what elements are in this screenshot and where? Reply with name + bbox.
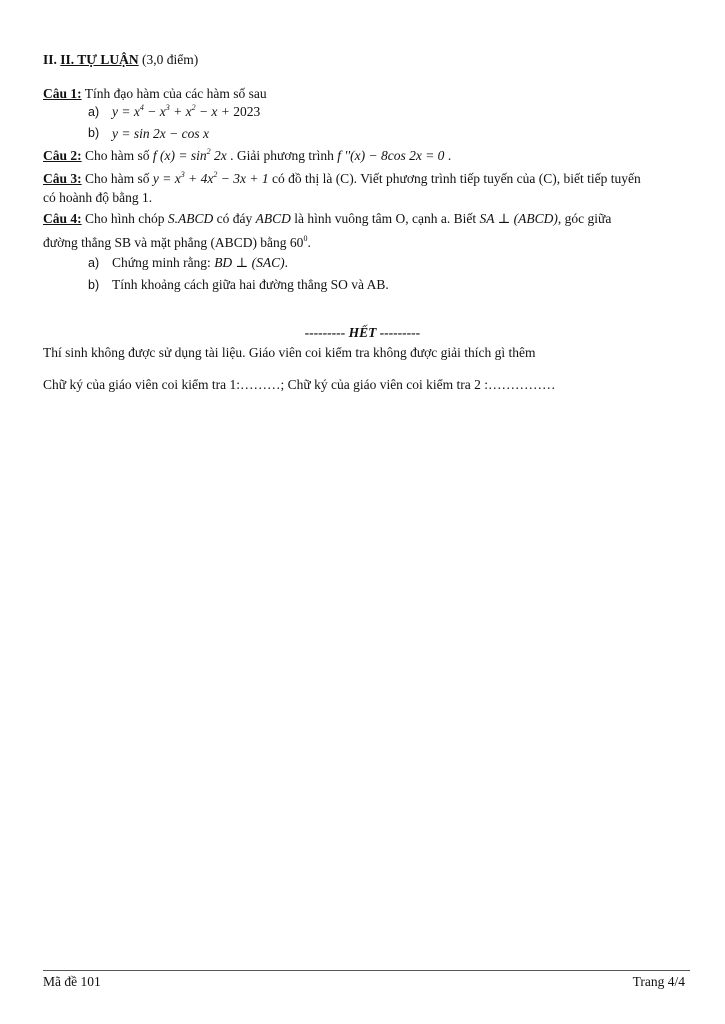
signature-line: Chữ ký của giáo viên coi kiểm tra 1:………; Chữ ký của giáo viên coi kiểm tra 2 :…………… <box>43 377 556 392</box>
q3-label: Câu 3: <box>43 171 82 186</box>
q4-line2-end: . <box>307 235 311 250</box>
q1-b-label: b) <box>88 126 100 140</box>
q4-b-label: b) <box>88 278 100 292</box>
q4-a-text: Chứng minh rằng: <box>112 255 215 270</box>
q4-text3: là hình vuông tâm O, cạnh a. Biết <box>290 211 480 226</box>
question-3 <box>43 171 641 187</box>
q2-fx-tail: 2x <box>210 148 227 163</box>
q4-label: Câu 4: <box>43 211 82 226</box>
q4-a-label: a) <box>88 256 100 270</box>
q4-text2: có đáy <box>213 211 256 226</box>
q2-equation: f ''(x) − 8cos 2x = 0 <box>337 148 445 163</box>
question-1 <box>43 86 267 102</box>
q4-a <box>112 255 288 271</box>
q4-a-formula: BD ⊥ (SAC) <box>214 255 285 270</box>
q3-text-after: có đồ thị là (C). Viết phương trình tiếp tuyến của (C), biết tiếp tuyến <box>268 171 641 186</box>
q4-degree: 0 <box>303 234 308 243</box>
question-4 <box>43 211 611 227</box>
q2-text-end: . <box>444 148 452 163</box>
q2-fx: f (x) = sin <box>152 148 207 163</box>
q4-text1: Cho hình chóp <box>81 211 168 226</box>
exam-note: Thí sinh không được sử dụng tài liệu. Giáo viên coi kiểm tra không được giải thích gì thêm <box>43 345 536 360</box>
q2-text-mid: . Giải phương trình <box>226 148 338 163</box>
q3-line2: có hoành độ bằng 1. <box>43 190 153 205</box>
q1-a-formula: $y = x^4 - x^3 + x^2 - x + 2023$ <box>112 103 261 119</box>
question-2 <box>43 148 451 164</box>
section-title: II. TỰ LUẬN <box>60 52 139 67</box>
q1-b-formula: y = sin 2x − cos x <box>112 126 209 141</box>
exam-code: Mã đề 101 <box>43 974 101 989</box>
q2-label: Câu 2: <box>43 148 82 163</box>
q2-function: f $(x) = \sin^2 2x$ <box>152 147 227 163</box>
page-number: Trang 4/4 <box>632 974 685 989</box>
section-points: (3,0 điểm) <box>138 52 199 67</box>
q1-text: Tính đạo hàm của các hàm số sau <box>81 86 267 101</box>
q2-text-before: Cho hàm số <box>81 148 153 163</box>
q4-perp: SA ⊥ (ABCD) <box>479 211 558 226</box>
q3-function: $y = x^3 + 4x^2 - 3x + 1$ <box>152 170 269 186</box>
q3-text-before: Cho hàm số <box>81 171 153 186</box>
q4-text4: , góc giữa <box>557 211 612 226</box>
section-heading: II. II. TỰ LUẬN (3,0 điểm) <box>43 52 199 67</box>
q4-line2-text: đường thẳng SB và mặt phẳng (ABCD) bằng 60 <box>43 235 304 250</box>
footer-divider <box>43 970 690 971</box>
q4-base: ABCD <box>255 211 291 226</box>
q1-a-label: a) <box>88 105 100 119</box>
q4-pyramid: S.ABCD <box>167 211 214 226</box>
q4-line2 <box>43 235 311 251</box>
q4-a-end: . <box>284 255 288 270</box>
q1-label: Câu 1: <box>43 86 82 101</box>
q4-b-text: Tính khoảng cách giữa hai đường thẳng SO và AB. <box>112 277 389 292</box>
end-mark: --------- HẾT --------- <box>304 325 421 340</box>
